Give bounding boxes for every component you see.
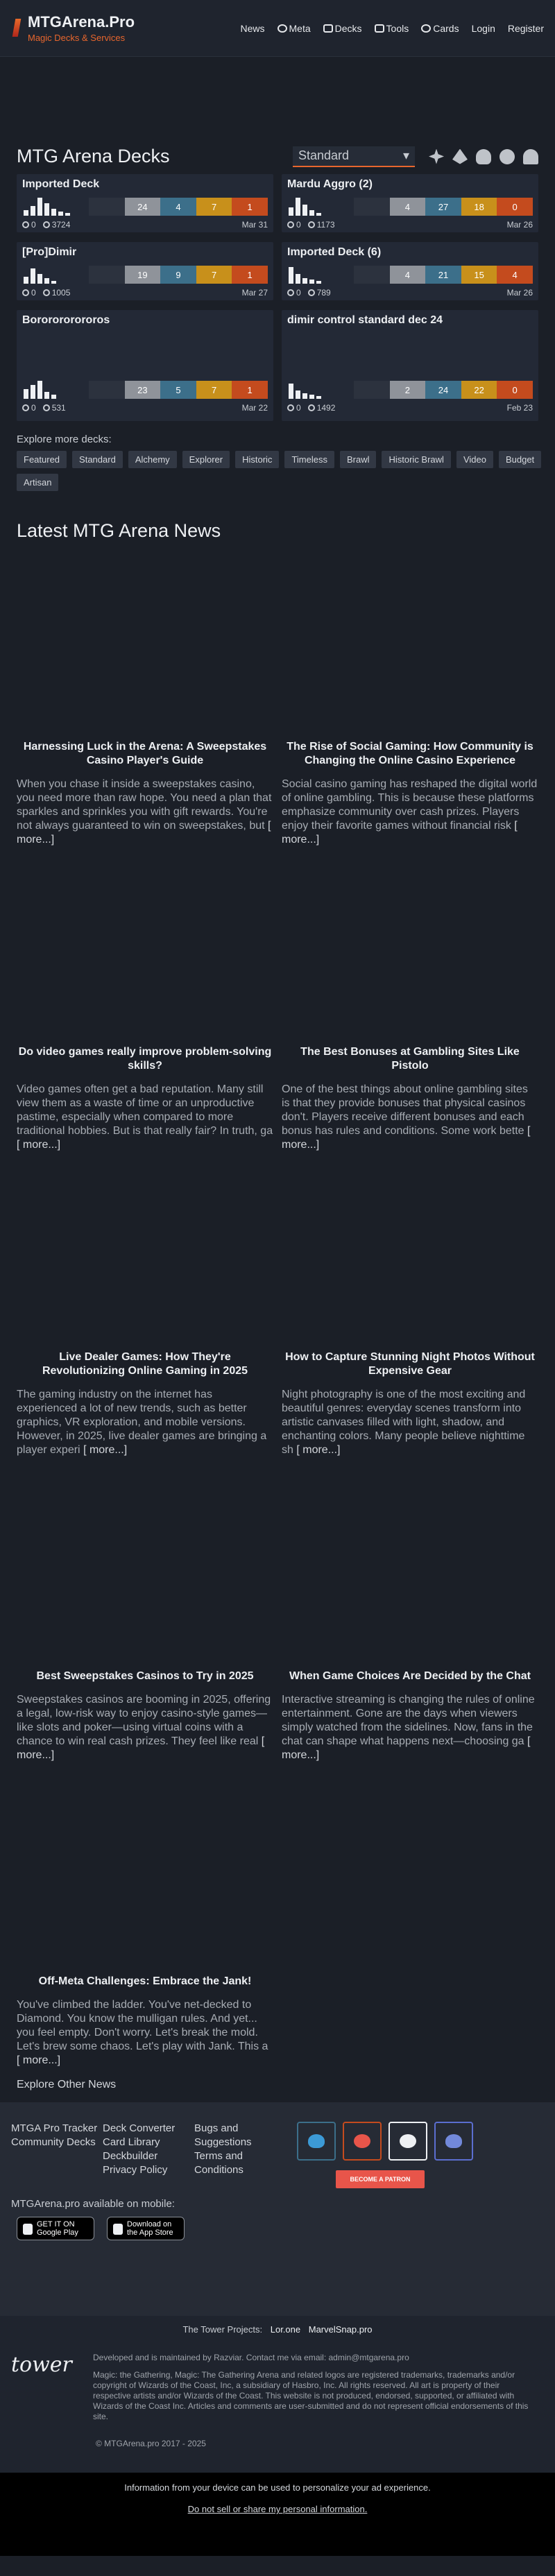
chip-historic-brawl[interactable]: Historic Brawl bbox=[382, 451, 450, 468]
nav-news-label: News bbox=[240, 22, 265, 34]
color-count: 7 bbox=[196, 198, 232, 216]
views-count: 789 bbox=[316, 288, 331, 298]
views bbox=[43, 220, 71, 230]
developer-note: Developed and is maintained by Razviar. Contact me via email: admin@mtgarena.pro bbox=[93, 2353, 409, 2362]
chip-historic[interactable]: Historic bbox=[235, 451, 279, 468]
eye-icon bbox=[43, 289, 50, 296]
color-count: 7 bbox=[196, 266, 232, 284]
color-count: 1 bbox=[232, 381, 268, 399]
excerpt-text: When you chase it inside a sweepstakes casino, you need more than raw hope. You need a plan that sparkles and sprinkles you with gift rewards. You're not always guaranteed to win on sweepstakes, but bbox=[17, 778, 272, 832]
news-excerpt bbox=[282, 1083, 538, 1152]
eye-icon bbox=[43, 404, 50, 411]
views-count: 1173 bbox=[316, 220, 335, 230]
color-count: 4 bbox=[390, 266, 426, 284]
color-count: 22 bbox=[461, 381, 497, 399]
likes bbox=[287, 220, 301, 230]
footer-link-terms[interactable]: Terms and Conditions bbox=[194, 2150, 244, 2176]
color-count: 1 bbox=[232, 266, 268, 284]
tower-section bbox=[0, 2316, 555, 2473]
consent-text: Information from your device can be used to personalize your ad experience. bbox=[124, 2482, 431, 2493]
color-count: 23 bbox=[125, 381, 161, 399]
deck-name: Mardu Aggro (2) bbox=[287, 178, 373, 190]
likes bbox=[22, 403, 36, 413]
read-more-link[interactable]: [ more...] bbox=[282, 1735, 531, 1761]
excerpt-text: Interactive streaming is changing the rules of online entertainment. Gone are the days when viewers simply watched from the sidelines. Now, fans in the chat can shape what happens next—choosing ga bbox=[282, 1694, 535, 1747]
mana-curve bbox=[22, 263, 89, 284]
github-icon bbox=[400, 2134, 416, 2148]
read-more-link[interactable]: [ more...] bbox=[282, 1125, 531, 1151]
color-count: 19 bbox=[125, 266, 161, 284]
excerpt-text: Night photography is one of the most exciting and beautiful genres: everyday scenes transform into artistic canvases filled with light, shadow, and enchanting colors. Many people believe nighttime sh bbox=[282, 1389, 526, 1456]
tower-logo: tower bbox=[11, 2353, 72, 2377]
likes bbox=[22, 220, 36, 230]
mana-curve bbox=[22, 378, 89, 399]
news-excerpt bbox=[17, 1388, 273, 1457]
copyright: © MTGArena.pro 2017 - 2025 bbox=[96, 2439, 206, 2448]
mana-curve bbox=[287, 378, 354, 399]
site-title: MTGArena.Pro bbox=[28, 13, 135, 31]
read-more-link[interactable]: [ more...] bbox=[17, 820, 271, 845]
store-badges bbox=[17, 2217, 544, 2240]
chip-timeless[interactable]: Timeless bbox=[284, 451, 334, 468]
news-card[interactable] bbox=[17, 847, 273, 1152]
news-card[interactable] bbox=[282, 1152, 538, 1457]
deck-name: Bororororororos bbox=[22, 314, 110, 326]
news-grid bbox=[17, 542, 538, 2068]
chip-budget[interactable]: Budget bbox=[499, 451, 541, 468]
deck-grid bbox=[17, 174, 538, 421]
footer-link-privacy[interactable]: Privacy Policy bbox=[103, 2164, 168, 2176]
deck-card[interactable] bbox=[282, 174, 538, 232]
footer-link-deck-converter[interactable]: Deck Converter bbox=[103, 2122, 176, 2134]
eye-icon bbox=[308, 221, 315, 228]
likes-count: 0 bbox=[296, 220, 301, 230]
like-icon bbox=[22, 221, 29, 228]
color-distribution bbox=[89, 266, 268, 284]
red-mana-icon[interactable] bbox=[500, 149, 515, 164]
deck-date: Feb 23 bbox=[506, 403, 533, 413]
color-distribution bbox=[354, 381, 533, 399]
likes-count: 0 bbox=[31, 403, 36, 413]
black-mana-icon[interactable] bbox=[476, 149, 491, 164]
deck-card[interactable] bbox=[17, 242, 273, 300]
deck-date: Mar 26 bbox=[506, 288, 533, 298]
mana-curve bbox=[287, 195, 354, 216]
likes-count: 0 bbox=[296, 403, 301, 413]
news-title[interactable]: Live Dealer Games: How They're Revolutionizing Online Gaming in 2025 bbox=[42, 1351, 248, 1377]
excerpt-text: The gaming industry on the internet has experienced a lot of new trends, such as better graphics, VR exploration, and mobile versions. However, in 2025, live dealer games are bringing a player experi bbox=[17, 1389, 267, 1456]
explore-decks bbox=[17, 433, 538, 491]
read-more-link[interactable]: [ more...] bbox=[17, 2054, 61, 2066]
footer-col-3 bbox=[194, 2122, 286, 2188]
news-excerpt bbox=[17, 1083, 273, 1152]
color-count bbox=[354, 266, 390, 284]
excerpt-text: Social casino gaming has reshaped the digital world of online gambling. This is because these platforms emphasize community over cash prizes. Players enjoy their favorite games without financial risk bbox=[282, 778, 538, 832]
news-excerpt bbox=[282, 1388, 538, 1457]
format-select-value: Standard bbox=[298, 148, 350, 162]
format-select[interactable] bbox=[293, 146, 415, 167]
color-count: 24 bbox=[425, 381, 461, 399]
main-nav bbox=[241, 23, 545, 34]
project-marvelsnap-link[interactable]: MarvelSnap.pro bbox=[308, 2324, 373, 2335]
chip-explorer[interactable]: Explorer bbox=[182, 451, 230, 468]
likes bbox=[287, 403, 301, 413]
likes bbox=[22, 288, 36, 298]
like-icon bbox=[287, 404, 294, 411]
views-count: 3724 bbox=[51, 220, 71, 230]
color-count bbox=[354, 381, 390, 399]
news-excerpt bbox=[17, 1693, 273, 1762]
decks-section-title: MTG Arena Decks bbox=[17, 146, 170, 166]
nav-tools[interactable] bbox=[375, 23, 409, 34]
news-card[interactable] bbox=[282, 1457, 538, 1762]
twitter-link[interactable] bbox=[297, 2122, 336, 2161]
news-title[interactable]: When Game Choices Are Decided by the Chat bbox=[289, 1670, 531, 1682]
chip-alchemy[interactable]: Alchemy bbox=[128, 451, 177, 468]
news-title[interactable]: Harnessing Luck in the Arena: A Sweepstakes Casino Player's Guide bbox=[23, 741, 267, 766]
footer-link-tracker[interactable]: MTGA Pro Tracker bbox=[11, 2122, 98, 2134]
discord-link[interactable] bbox=[434, 2122, 473, 2161]
chip-featured[interactable]: Featured bbox=[17, 451, 67, 468]
blue-mana-icon[interactable] bbox=[452, 149, 468, 164]
do-not-sell-link[interactable]: Do not sell or share my personal information. bbox=[187, 2504, 368, 2514]
color-distribution bbox=[89, 198, 268, 216]
news-title[interactable]: Do video games really improve problem-solving skills? bbox=[18, 1046, 272, 1072]
explore-title: Explore more decks: bbox=[17, 433, 112, 445]
reddit-link[interactable] bbox=[343, 2122, 382, 2161]
color-count bbox=[354, 198, 390, 216]
nav-meta[interactable] bbox=[278, 23, 311, 34]
footer-link-bugs[interactable]: Bugs and Suggestions bbox=[194, 2122, 252, 2148]
news-card[interactable] bbox=[17, 542, 273, 847]
like-icon bbox=[287, 221, 294, 228]
like-icon bbox=[287, 289, 294, 296]
app-store-badge[interactable]: Download on the App Store bbox=[107, 2217, 185, 2240]
color-count: 2 bbox=[390, 381, 426, 399]
tower-text bbox=[93, 2353, 530, 2429]
deck-card[interactable] bbox=[282, 310, 538, 421]
news-card[interactable] bbox=[17, 1152, 273, 1457]
color-count: 0 bbox=[497, 381, 533, 399]
color-distribution bbox=[354, 266, 533, 284]
news-title[interactable]: The Rise of Social Gaming: How Community is Changing the Online Casino Experience bbox=[287, 741, 533, 766]
excerpt-text: You've climbed the ladder. You've net-decked to Diamond. You know the mulligan rules. And yet... you feel empty. Don't worry. Let's break the mold. Let's brew some chaos. Let's play with Jank. This a bbox=[17, 1999, 268, 2052]
color-count: 4 bbox=[390, 198, 426, 216]
site-logo[interactable] bbox=[11, 13, 135, 43]
meta-icon bbox=[278, 24, 287, 33]
eye-icon bbox=[43, 221, 50, 228]
nav-tools-label: Tools bbox=[386, 22, 409, 34]
color-count: 1 bbox=[232, 198, 268, 216]
footer-col-1 bbox=[11, 2122, 103, 2188]
nav-meta-label: Meta bbox=[289, 22, 311, 34]
mana-curve bbox=[287, 263, 354, 284]
mobile-title: MTGArena.pro available on mobile: bbox=[11, 2198, 175, 2210]
consent-banner bbox=[0, 2473, 555, 2556]
color-distribution bbox=[89, 381, 268, 399]
site-subtitle: Magic Decks & Services bbox=[28, 33, 126, 43]
project-lorone-link[interactable]: Lor.one bbox=[270, 2324, 301, 2335]
format-chips bbox=[17, 451, 544, 491]
deck-date: Mar 26 bbox=[506, 220, 533, 230]
color-count: 15 bbox=[461, 266, 497, 284]
mana-filter bbox=[429, 149, 538, 164]
news-title[interactable]: The Best Bonuses at Gambling Sites Like Pistolo bbox=[300, 1046, 520, 1072]
news-title[interactable]: Best Sweepstakes Casinos to Try in 2025 bbox=[36, 1670, 254, 1682]
nav-news[interactable] bbox=[241, 23, 265, 34]
footer-link-deckbuilder[interactable]: Deckbuilder bbox=[103, 2150, 158, 2162]
news-card[interactable] bbox=[282, 847, 538, 1152]
nav-register-label: Register bbox=[507, 22, 544, 34]
deck-date: Mar 27 bbox=[241, 288, 268, 298]
nav-register[interactable] bbox=[508, 23, 544, 34]
deck-name: Imported Deck bbox=[22, 178, 100, 190]
news-card[interactable] bbox=[17, 1762, 273, 2068]
color-count: 27 bbox=[425, 198, 461, 216]
deck-date: Mar 22 bbox=[241, 403, 268, 413]
views bbox=[43, 403, 66, 413]
views bbox=[308, 288, 331, 298]
color-count bbox=[89, 381, 125, 399]
white-mana-icon[interactable] bbox=[429, 149, 444, 164]
news-excerpt bbox=[17, 1998, 273, 2068]
like-icon bbox=[22, 404, 29, 411]
excerpt-text: Video games often get a bad reputation. Many still view them as a waste of time or an unproductive pastime, especially when compared to more traditional hobbies. But is that really fair? In truth, ga bbox=[17, 1083, 273, 1137]
like-icon bbox=[22, 289, 29, 296]
logo-icon bbox=[11, 19, 22, 38]
color-count: 21 bbox=[425, 266, 461, 284]
news-excerpt bbox=[282, 1693, 538, 1762]
color-count: 7 bbox=[196, 381, 232, 399]
chip-standard[interactable]: Standard bbox=[72, 451, 123, 468]
news-title[interactable]: How to Capture Stunning Night Photos Without Expensive Gear bbox=[285, 1351, 535, 1377]
color-count: 4 bbox=[160, 198, 196, 216]
tower-projects bbox=[0, 2324, 555, 2335]
color-count: 9 bbox=[160, 266, 196, 284]
tools-icon bbox=[375, 24, 384, 33]
read-more-link[interactable]: [ more...] bbox=[282, 820, 518, 845]
nav-decks-label: Decks bbox=[334, 22, 362, 34]
news-card[interactable] bbox=[17, 1457, 273, 1762]
color-count bbox=[89, 266, 125, 284]
excerpt-text: Sweepstakes casinos are booming in 2025, offering a legal, low-risk way to enjoy casino-style games—like slots and poker—using virtual coins with a chance to win real cash prizes. They feel like real bbox=[17, 1694, 271, 1747]
eye-icon bbox=[308, 289, 315, 296]
color-count: 5 bbox=[160, 381, 196, 399]
news-excerpt bbox=[282, 778, 538, 847]
nav-decks[interactable] bbox=[323, 23, 362, 34]
deck-card[interactable] bbox=[282, 242, 538, 300]
chip-brawl[interactable]: Brawl bbox=[340, 451, 377, 468]
views-count: 531 bbox=[51, 403, 66, 413]
green-mana-icon[interactable] bbox=[523, 149, 538, 164]
chevron-down-icon: ▾ bbox=[402, 148, 409, 162]
mana-curve bbox=[22, 195, 89, 216]
read-more-link[interactable]: [ more...] bbox=[17, 1735, 265, 1761]
read-more-link[interactable]: [ more...] bbox=[17, 1139, 61, 1151]
deck-date: Mar 31 bbox=[241, 220, 268, 230]
tower-projects-label: The Tower Projects: bbox=[182, 2324, 263, 2335]
deck-name: dimir control standard dec 24 bbox=[287, 314, 443, 326]
color-count bbox=[89, 198, 125, 216]
discord-icon bbox=[445, 2134, 462, 2148]
likes-count: 0 bbox=[31, 288, 36, 298]
nav-login[interactable] bbox=[472, 23, 495, 34]
read-more-link[interactable]: [ more...] bbox=[83, 1444, 128, 1456]
deck-name: [Pro]Dimir bbox=[22, 246, 77, 258]
patreon-button[interactable]: BECOME A PATRON bbox=[336, 2170, 425, 2188]
likes-count: 0 bbox=[296, 288, 301, 298]
explore-other-news-link[interactable]: Explore Other News bbox=[17, 2079, 117, 2090]
github-link[interactable] bbox=[388, 2122, 427, 2161]
social-links bbox=[297, 2122, 473, 2188]
deck-card[interactable] bbox=[17, 174, 273, 232]
ad-space bbox=[0, 57, 555, 146]
views-count: 1492 bbox=[316, 403, 336, 413]
nav-login-label: Login bbox=[471, 22, 495, 34]
top-navbar bbox=[0, 0, 555, 57]
cards-icon bbox=[421, 24, 431, 33]
decks-icon bbox=[323, 24, 333, 33]
news-title[interactable]: Off-Meta Challenges: Embrace the Jank! bbox=[38, 1975, 252, 1987]
read-more-link[interactable]: [ more...] bbox=[296, 1444, 341, 1456]
views bbox=[308, 220, 335, 230]
google-play-badge[interactable]: GET IT ON Google Play bbox=[17, 2217, 94, 2240]
footer bbox=[0, 2102, 555, 2316]
nav-cards[interactable] bbox=[421, 23, 459, 34]
chip-video[interactable]: Video bbox=[456, 451, 493, 468]
color-count: 4 bbox=[497, 266, 533, 284]
twitter-icon bbox=[308, 2134, 325, 2148]
views-count: 1005 bbox=[51, 288, 71, 298]
deck-card[interactable] bbox=[17, 310, 273, 421]
likes-count: 0 bbox=[31, 220, 36, 230]
deck-name: Imported Deck (6) bbox=[287, 246, 382, 258]
news-card[interactable] bbox=[282, 542, 538, 847]
views bbox=[308, 403, 336, 413]
color-count: 18 bbox=[461, 198, 497, 216]
footer-link-community-decks[interactable]: Community Decks bbox=[11, 2136, 96, 2148]
footer-col-2 bbox=[103, 2122, 194, 2188]
news-section-title: Latest MTG Arena News bbox=[17, 520, 221, 541]
chip-artisan[interactable]: Artisan bbox=[17, 474, 58, 491]
color-count: 24 bbox=[125, 198, 161, 216]
footer-link-card-library[interactable]: Card Library bbox=[103, 2136, 160, 2148]
nav-cards-label: Cards bbox=[433, 22, 459, 34]
legal-disclaimer: Magic: the Gathering, Magic: The Gathering Arena and related logos are registered trademarks, trademarks and/or copyright of Wizards of the Coast, Inc, a subsidiary of Hasbro, Inc. All rights reserved. All art is property of their respective artists and/or Wizards of the Coast. This website is not produced, endorsed, supported, or affiliated with Wizards of the Coast Inc. Articles and comments are user-submitted and do not represent official endorsements of this site. bbox=[93, 2370, 529, 2421]
decks-section bbox=[0, 146, 555, 2091]
news-excerpt bbox=[17, 778, 273, 847]
color-distribution bbox=[354, 198, 533, 216]
excerpt-text: One of the best things about online gambling sites is that they provide bonuses that physical casinos don't. Players receive different bonuses and each bonus has rules and conditions. Some work bette bbox=[282, 1083, 528, 1137]
eye-icon bbox=[308, 404, 315, 411]
likes bbox=[287, 288, 301, 298]
views bbox=[43, 288, 71, 298]
reddit-icon bbox=[354, 2134, 370, 2148]
color-count: 0 bbox=[497, 198, 533, 216]
